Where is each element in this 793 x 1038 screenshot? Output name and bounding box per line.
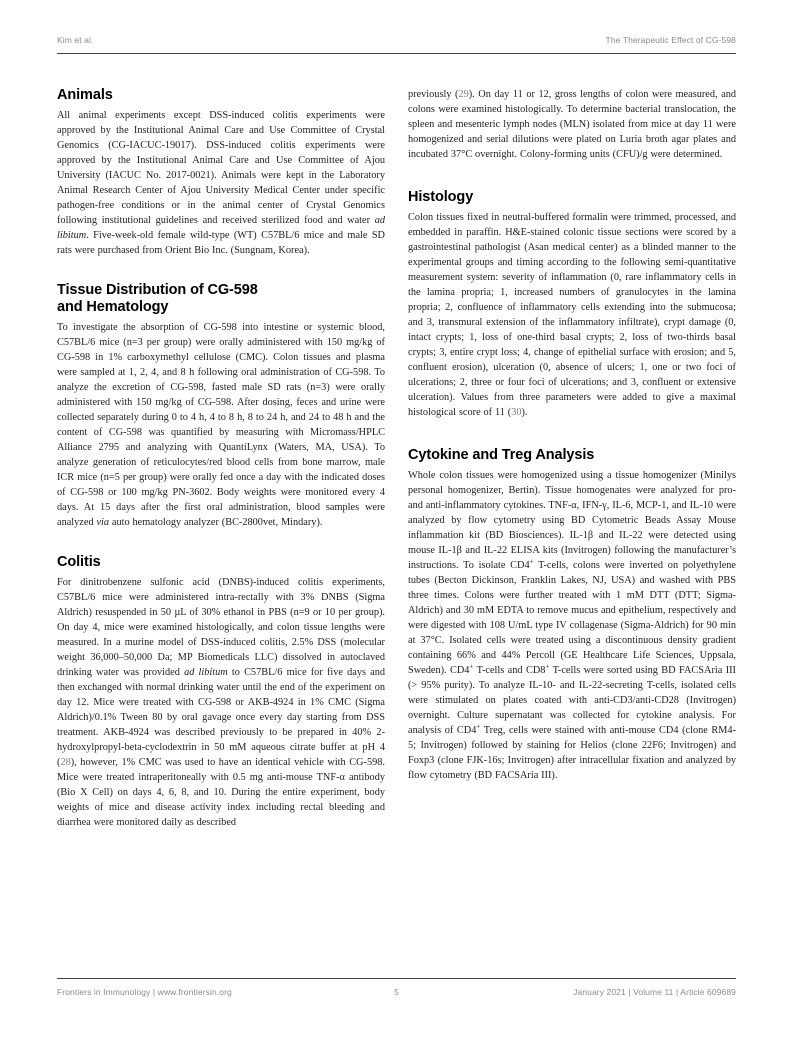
- paragraph: [408, 210, 736, 420]
- section-heading: Histology: [408, 189, 474, 205]
- superscript: +: [529, 557, 534, 566]
- paragraph: [408, 468, 736, 783]
- running-header-title: The Therapeutic Effect of CG-598: [605, 35, 736, 45]
- text-run: T-cells and CD8: [473, 665, 546, 676]
- citation-ref: 28: [60, 757, 71, 768]
- section-heading: Tissue Distribution of CG-598 and Hematology: [57, 282, 258, 315]
- text-run: For dinitrobenzene sulfonic acid (DNBS)-induced colitis experiments, C57BL/6 mice were administered intra-rectally with 3% DNBS (Sigma Aldrich) resuspended in 50 µL of 30% ethanol in PBS (n=9 or 10 per group). On day 4, mice were examined histologically, and colon tissue lengths were measured. In a murine model of DSS-induced colitis, 2.5% DSS (molecular weight 36,000–50,000 Da; MP Biomedicals LLC) dissolved in autoclaved drinking water was provided: [57, 577, 385, 678]
- section-animals: [57, 87, 385, 258]
- footer-journal: Frontiers in Immunology | www.frontiersin.org: [57, 987, 232, 997]
- citation-ref: 30: [511, 407, 522, 418]
- citation-ref: 29: [458, 89, 469, 100]
- paragraph: [57, 320, 385, 530]
- text-run: ).: [521, 407, 528, 418]
- text-run: . Five-week-old female wild-type (WT) C57BL/6 mice and male SD rats were purchased from Orient Bio Inc. (Sungnam, Korea).: [57, 230, 385, 256]
- section-heading: Colitis: [57, 554, 101, 570]
- superscript: +: [545, 662, 550, 671]
- text-run: To investigate the absorption of CG-598 into intestine or systemic blood, C57BL/6 mice (n=3 per group) were orally administered with 150 mg/kg of CG-598 in 1% carboxymethyl cellulose (CMC). Colon tissues and plasma were sampled at 1, 2, 4, and 8 h following oral administration of CG-598. To analyze the excretion of CG-598, fasted male SD rats (n=3) were orally administered with 150 mg/kg of CG-598. After dosing, feces and urine were collected separately during 0 to 4 h, 4 to 8 h, 8 to 24 h, and 24 to 48 h and the content of CG-598 was quantified by measuring with Micromass/HPLC Alliance 2795 and analyzing with QuantiLynx (Waters, MA, USA). To analyze generation of reticulocytes/red blood cells from bone marrow, male ICR mice (n=5 per group) were orally fed once a day with the indicated doses of CG-598 or 100 mg/kg PN-3602. Body weights were monitored every 4 days. At 15 days after the first oral administration, blood samples were analyzed: [57, 322, 385, 528]
- italic-text: ad libitum: [184, 667, 228, 678]
- article-body: [57, 87, 736, 830]
- paragraph: [408, 87, 736, 162]
- text-run: Colon tissues fixed in neutral-buffered formalin were trimmed, processed, and embedded in paraffin. H&E-stained colonic tissue sections were scored by a gastrointestinal pathologist (Asan medical center) as a blinded manner to the experimental groups and timing according to the following semi-quantitative measurement system: severity of inflammation (0, rare inflammatory cells in the lamina propria; 1, increased numbers of granulocytes in the lamina propria; 2, confluence of inflammatory cells extending into the submucosa; and 3, transmural extension of the inflammatory infiltrate), crypt damage (0, intact crypts; 1, loss of one-third basal crypts; 2, loss of two-thirds basal crypts; 3, entire crypt loss; 4, change of epithelial surface with erosion; and 5, confluent erosion), ulceration (0, absence of ulcers; 1, one or two foci of ulcerations; 2, three or four foci of ulcerations; and 3, confluent or extensive ulceration). Values from three parameters were added to give a maximal histological score of 11 (: [408, 212, 736, 418]
- running-footer: [57, 987, 736, 997]
- footer-citation: January 2021 | Volume 11 | Article 609689: [573, 987, 737, 997]
- section-tissue-distribution-and-hematology: [57, 282, 385, 530]
- section-heading: Animals: [57, 87, 113, 103]
- text-run: T-cells, colons were inverted on polyethylene tubes (Becton Dickinson, Franklin Lakes, NJ, USA) and washed with PBS three times. Colons were further treated with 1 mM DTT (DTT; Sigma-Aldrich) and 30 mM EDTA to remove mucus and epithelium, respectively and were digested with 108 U/mL type IV collagenase (Sigma-Aldrich) for 90 min at 37°C. Isolated cells were treated using a discontinuous density gradient containing 66% and 44% Percoll (GE Healthcare Life Sciences, Uppsala, Sweden). CD4: [408, 560, 736, 676]
- text-run: All animal experiments except DSS-induced colitis experiments were approved by the Institutional Animal Care and Use Committee of Crystal Genomics (CG-IACUC-19017). DSS-induced colitis experiments were approved by the Institutional Animal Care and Use Committee of Ajou University (IACUC No. 2017-0021). Animals were kept in the Laboratory Animal Research Center of Ajou University Medical Center under specific pathogen-free conditions or in the animal center of Crystal Genomics following institutional guidelines and received sterilized food and water: [57, 110, 385, 226]
- text-run: to C57BL/6 mice for five days and then exchanged with normal drinking water until the end of the experiment on day 12. Mice were treated with CG-598 or AKB-4924 in 1% CMC (Sigma Aldrich)/0.1% Tween 80 by oral gavage once every day starting from DSS treatment. AKB-4924 was described previously to be prepared in 40% 2-hydroxylpropyl-beta-cyclodextrin in 50 mM aqueous citrate buffer at pH 4 (: [57, 667, 386, 768]
- running-header: [57, 35, 736, 45]
- text-run: auto hematology analyzer (BC-2800vet, Mindary).: [109, 517, 323, 528]
- text-run: ), however, 1% CMC was used to have an identical vehicle with CG-598. Mice were treated intraperitoneally with 0.5 mg anti-mouse TNF-α antibody (Bio X Cell) on days 4, 6, 8, and 10. During the entire experiment, body weights of mice and disease activity index including rectal bleeding and diarrhea were monitored daily as described: [57, 757, 385, 828]
- text-run: previously (: [408, 89, 459, 100]
- superscript: +: [476, 722, 481, 731]
- footer-rule: [57, 978, 736, 979]
- text-run: Whole colon tissues were homogenized using a tissue homogenizer (Minilys personal homogenizer, Bertin). Tissue homogenates were analyzed for pro- and anti-inflammatory cytokines. TNF-α, IFN-γ, IL-6, MCP-1, and IL-10 were analyzed by flow cytometry using BD Cytometric Beads Assay Mouse inflammation kit (BD Biosciences). IL-1β and IL-22 were detected using mouse IL-1β and IL-22 ELISA kits (Invitrogen) following the manufacturer’s instructions. To isolate CD4: [408, 470, 736, 571]
- text-run: T-cells were sorted using BD FACSAria III (> 95% purity). To analyze IL-10- and IL-22-secreting T-cells, isolated cells were stimulated on plates coated with anti-CD3/anti-CD28 (Invitrogen) overnight. Culture supernatant was collected for cytokine analysis. For analysis of CD4: [408, 665, 736, 736]
- italic-text: ad libitum: [57, 215, 385, 241]
- section-colitis: [57, 554, 385, 830]
- running-header-authors: Kim et al.: [57, 35, 94, 45]
- section-histology: [408, 189, 736, 420]
- italic-text: via: [96, 517, 110, 528]
- section-methods-continuation: [408, 87, 736, 162]
- header-rule: [57, 53, 736, 54]
- section-cytokine-and-treg-analysis: [408, 447, 736, 783]
- footer-page-number: 5: [394, 987, 399, 997]
- right-column: [408, 87, 736, 830]
- text-run: Treg, cells were stained with anti-mouse CD4 (clone RM4-5; Invitrogen) followed by staining for Helios (clone 22F6; Invitrogen) and Foxp3 (clone FJK-16s; Invitrogen) after intracellular fixation and analyzed by flow cytometry (BD FACSAria III).: [408, 725, 736, 781]
- section-heading: Cytokine and Treg Analysis: [408, 447, 595, 463]
- paragraph: [57, 575, 385, 830]
- paragraph: [57, 108, 385, 258]
- left-column: [57, 87, 385, 830]
- superscript: +: [469, 662, 474, 671]
- text-run: ). On day 11 or 12, gross lengths of colon were measured, and colons were examined histologically. To determine bacterial translocation, the spleen and mesenteric lymph nodes (MLN) isolated from mice at day 11 were homogenized and serial dilutions were plated on Luria broth agar plates and incubated 37°C overnight. Colony-forming units (CFU)/g were determined.: [408, 89, 736, 160]
